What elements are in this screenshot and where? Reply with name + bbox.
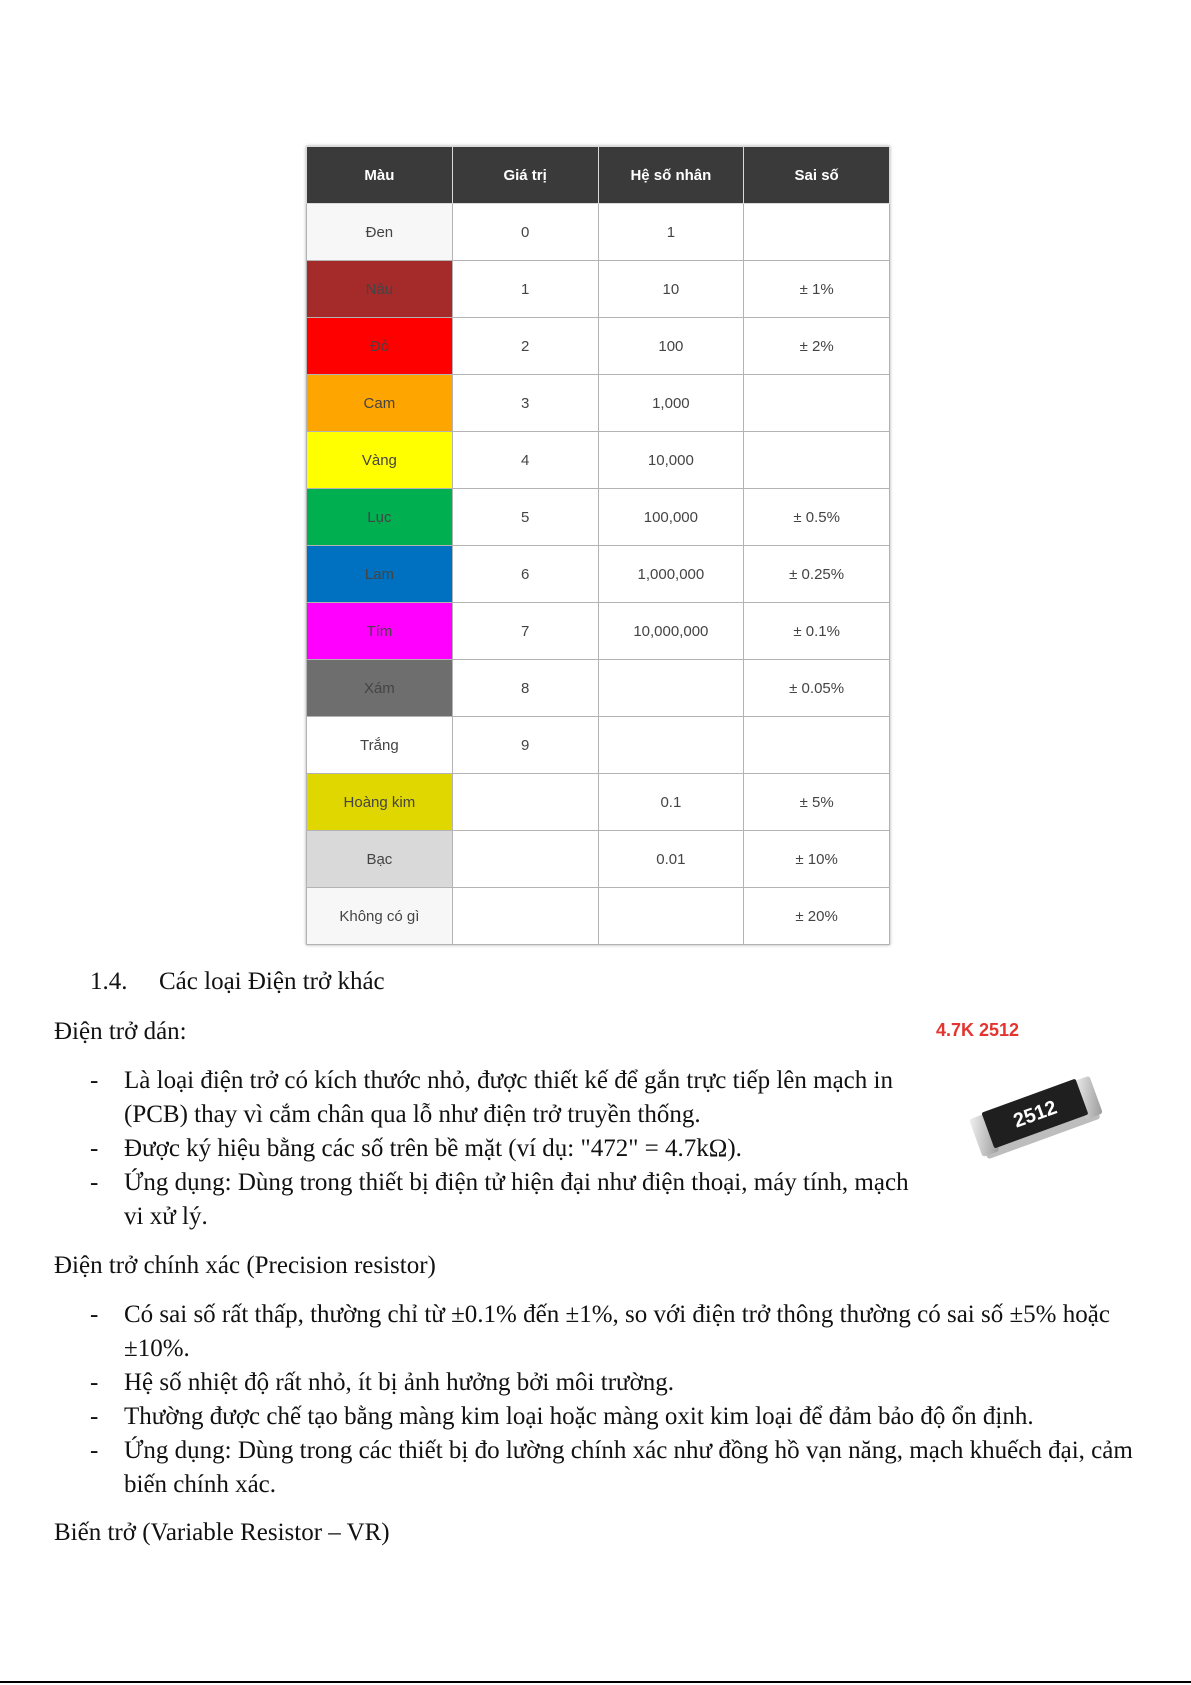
cell-tolerance	[744, 204, 890, 261]
table-row	[307, 717, 890, 774]
cell-value: 9	[452, 717, 598, 774]
variable-title: Biến trở (Variable Resistor – VR)	[54, 1519, 390, 1546]
cell-value: 5	[452, 489, 598, 546]
cell-color: Tím	[307, 603, 453, 660]
cell-multiplier	[598, 717, 744, 774]
table-row	[307, 318, 890, 375]
cell-value: 1	[452, 261, 598, 318]
table-row	[307, 261, 890, 318]
cell-color: Lục	[307, 489, 453, 546]
cell-value: 6	[452, 546, 598, 603]
cell-value: 0	[452, 204, 598, 261]
table-row	[307, 489, 890, 546]
cell-value: 8	[452, 660, 598, 717]
cell-color: Đỏ	[307, 318, 453, 375]
cell-multiplier: 100,000	[598, 489, 744, 546]
cell-tolerance: ± 2%	[744, 318, 890, 375]
cell-multiplier: 0.1	[598, 774, 744, 831]
list-item: - Là loại điện trở có kích thước nhỏ, được thiết kế để gắn trực tiếp lên mạch in (PCB) thay vì cắm chân qua lỗ như điện trở truyền thống.	[90, 1067, 893, 1128]
table-row	[307, 432, 890, 489]
cell-tolerance	[744, 717, 890, 774]
list-item: - Ứng dụng: Dùng trong các thiết bị đo lường chính xác như đồng hồ vạn năng, mạch khuếch đại, cảm biến chính xác.	[90, 1437, 1133, 1498]
cell-color: Nâu	[307, 261, 453, 318]
table-row	[307, 603, 890, 660]
cell-color: Hoàng kim	[307, 774, 453, 831]
cell-tolerance: ± 0.25%	[744, 546, 890, 603]
cell-value: 2	[452, 318, 598, 375]
cell-tolerance: ± 0.1%	[744, 603, 890, 660]
header-value: Giá trị	[452, 147, 598, 204]
section-number: 1.4.	[90, 968, 128, 995]
section-heading	[90, 968, 385, 996]
cell-multiplier: 1	[598, 204, 744, 261]
table-body	[307, 204, 890, 945]
cell-multiplier: 10	[598, 261, 744, 318]
cell-tolerance	[744, 432, 890, 489]
cell-color: Xám	[307, 660, 453, 717]
cell-tolerance: ± 0.05%	[744, 660, 890, 717]
table-row	[307, 831, 890, 888]
cell-multiplier: 1,000	[598, 375, 744, 432]
page-bottom-rule	[0, 1681, 1191, 1683]
list-item: - Thường được chế tạo bằng màng kim loại hoặc màng oxit kim loại để đảm bảo độ ổn định.	[90, 1403, 1034, 1430]
cell-color: Không có gì	[307, 888, 453, 945]
table-row	[307, 774, 890, 831]
list-item: - Ứng dụng: Dùng trong thiết bị điện tử hiện đại như điện thoại, máy tính, mạch vi xử lý.	[90, 1169, 909, 1230]
smd-bullet-list	[54, 1064, 924, 1234]
cell-value: 7	[452, 603, 598, 660]
header-tolerance: Sai số	[744, 147, 890, 204]
table-row	[307, 546, 890, 603]
cell-tolerance	[744, 375, 890, 432]
list-item: - Được ký hiệu bằng các số trên bề mặt (ví dụ: "472" = 4.7kΩ).	[90, 1135, 742, 1162]
section-title: Các loại Điện trở khác	[159, 968, 385, 995]
cell-color: Bạc	[307, 831, 453, 888]
table-row	[307, 660, 890, 717]
cell-multiplier: 1,000,000	[598, 546, 744, 603]
cell-value: 4	[452, 432, 598, 489]
cell-multiplier	[598, 660, 744, 717]
list-item: - Hệ số nhiệt độ rất nhỏ, ít bị ảnh hưởng bởi môi trường.	[90, 1369, 675, 1396]
cell-multiplier	[598, 888, 744, 945]
color-code-table	[306, 146, 890, 945]
cell-multiplier: 100	[598, 318, 744, 375]
table-row	[307, 375, 890, 432]
cell-value: 3	[452, 375, 598, 432]
table-row	[307, 204, 890, 261]
cell-value	[452, 888, 598, 945]
header-color: Màu	[307, 147, 453, 204]
precision-title: Điện trở chính xác (Precision resistor)	[54, 1252, 436, 1279]
smd-chip-label: 2512	[1010, 1096, 1060, 1133]
cell-multiplier: 0.01	[598, 831, 744, 888]
cell-color: Lam	[307, 546, 453, 603]
header-multiplier: Hệ số nhân	[598, 147, 744, 204]
smd-resistor-image	[968, 1062, 1108, 1182]
cell-tolerance: ± 20%	[744, 888, 890, 945]
cell-tolerance: ± 0.5%	[744, 489, 890, 546]
cell-color: Cam	[307, 375, 453, 432]
cell-color: Vàng	[307, 432, 453, 489]
cell-tolerance: ± 5%	[744, 774, 890, 831]
smd-image-caption: 4.7K 2512	[936, 1020, 1020, 1040]
cell-multiplier: 10,000,000	[598, 603, 744, 660]
table-row	[307, 888, 890, 945]
cell-value	[452, 831, 598, 888]
cell-value	[452, 774, 598, 831]
precision-bullet-list	[54, 1298, 1134, 1502]
cell-multiplier: 10,000	[598, 432, 744, 489]
cell-tolerance: ± 1%	[744, 261, 890, 318]
cell-color: Trắng	[307, 717, 453, 774]
list-item: - Có sai số rất thấp, thường chỉ từ ±0.1% đến ±1%, so với điện trở thông thường có sai số ±5% hoặc ±10%.	[90, 1301, 1110, 1362]
cell-tolerance: ± 10%	[744, 831, 890, 888]
table-header-row	[307, 147, 890, 204]
cell-color: Đen	[307, 204, 453, 261]
smd-title: Điện trở dán:	[54, 1018, 187, 1045]
